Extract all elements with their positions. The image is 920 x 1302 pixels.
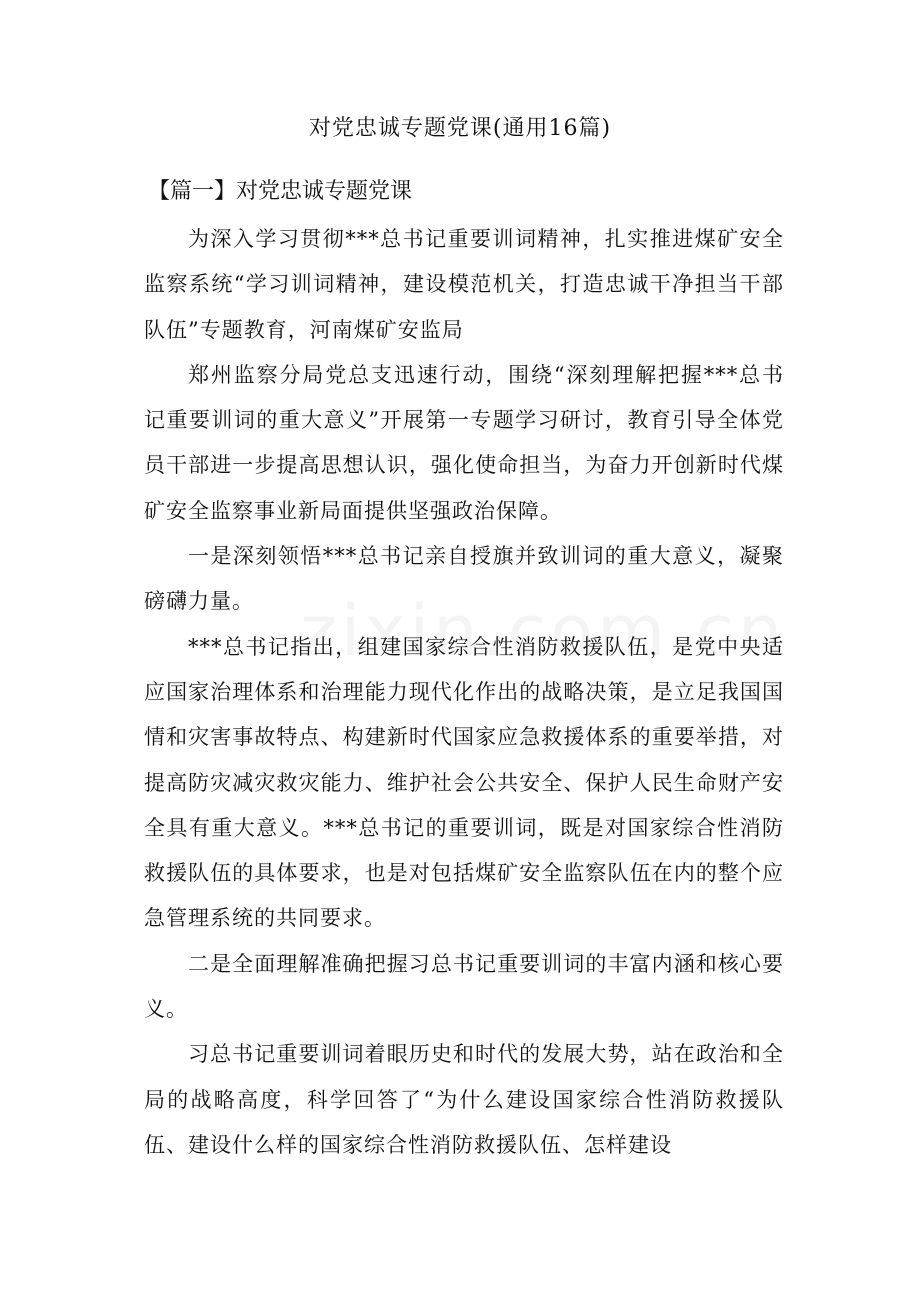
document-body [144, 217, 784, 1168]
document-title: 对党忠诚专题党课(通用16篇) [308, 116, 612, 141]
section-heading: 【篇一】对党忠诚专题党课 [148, 179, 413, 204]
paragraph: 二是全面理解准确把握习总书记重要训词的丰富内涵和核心要义。 [144, 951, 784, 1022]
paragraph: ***总书记指出，组建国家综合性消防救援队伍，是党中央适应国家治理体系和治理能力现代化作出的战略决策，是立足我国国情和灾害事故特点、构建新时代国家应急救援体系的重要举措，对提高防灾减灾救灾能力、维护社会公共安全、保护人民生命财产安全具有重大意义。***总书记的重要训词，既是对国家综合性消防救援队伍的具体要求，也是对包括煤矿安全监察队伍在内的整个应急管理系统的共同要求。 [144, 634, 784, 931]
paragraph: 一是深刻领悟***总书记亲自授旗并致训词的重大意义，凝聚磅礴力量。 [144, 544, 784, 614]
paragraph: 郑州监察分局党总支迅速行动，围绕“深刻理解把握***总书记重要训词的重大意义”开展第一专题学习研讨，教育引导全体党员干部进一步提高思想认识，强化使命担当，为奋力开创新时代煤矿安全监察事业新局面提供坚强政治保障。 [144, 362, 784, 523]
paragraph: 为深入学习贯彻***总书记重要训词精神，扎实推进煤矿安全监察系统“学习训词精神，建设模范机关，打造忠诚干净担当干部队伍”专题教育，河南煤矿安监局 [144, 227, 784, 342]
paragraph: 习总书记重要训词着眼历史和时代的发展大势，站在政治和全局的战略高度，科学回答了“为什么建设国家综合性消防救援队伍、建设什么样的国家综合性消防救援队伍、怎样建设 [144, 1042, 784, 1157]
